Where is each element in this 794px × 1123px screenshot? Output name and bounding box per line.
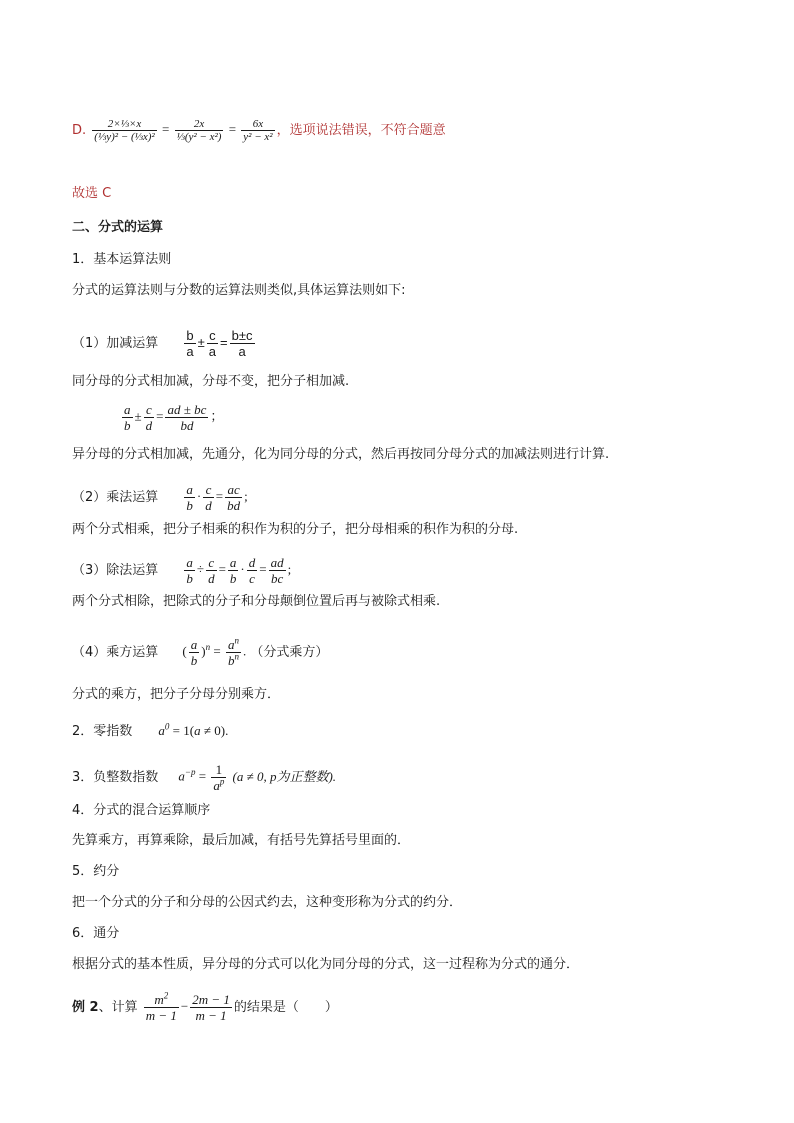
add-diff-formula: $\frac{a}{b}$ ± $\frac{c}{d}$ = $\frac{ad \pm bc}{bd}$ ； — [124, 402, 224, 433]
reduce-desc: 把一个分式的分子和分母的公因式约去，这种变形称为分式的约分． — [72, 895, 463, 910]
example-prefix: 、计算 — [98, 1000, 138, 1015]
pow-rule — [72, 637, 328, 668]
zero-title: 2．零指数 — [72, 724, 133, 739]
pow-label: （4）乘方运算 — [72, 645, 159, 660]
example-suffix: 的结果是（ ） — [233, 1000, 338, 1015]
pow-formula: ( $\frac{a}{b}$ )$^n$ = $\frac{a^n}{b^n}$ . — [182, 635, 247, 668]
mul-desc: 两个分式相乘，把分子相乘的积作为积的分子，把分母相乘的积作为积的分母. — [72, 522, 519, 537]
option-d-label: D. — [72, 123, 87, 138]
example-2 — [72, 992, 338, 1023]
order-title: 4．分式的混合运算顺序 — [72, 803, 211, 818]
mul-rule — [72, 482, 248, 513]
option-d-formula: $\frac{\text{2×⅓×x}}{\text{(⅓y)² − (⅓x)²}}$ = $\frac{2x}{\text{⅓(y² − x²)}}$ = $\frac{6x}{\text{y² − x²}}$ — [94, 118, 273, 143]
answer-text: 故选 C — [72, 186, 112, 201]
mul-formula: $\frac{a}{b}$ · $\frac{c}{d}$ = $\frac{ac}{bd}$ ; — [186, 482, 248, 513]
div-desc: 两个分式相除，把除式的分子和分母颠倒位置后再与被除式相乘. — [72, 594, 441, 609]
eq1-numerator: 2×⅓×x — [92, 118, 156, 131]
eq2-numerator: 2x — [175, 118, 224, 131]
zero-formula: $a^0 = 1(a \ne 0)$. — [158, 721, 229, 738]
section-title: 二、分式的运算 — [72, 220, 164, 235]
add-rule — [72, 328, 257, 359]
neg-condition: (a ≠ 0, p为正整数). — [232, 769, 337, 784]
add-formula: $\frac{b}{a}$ ± $\frac{c}{a}$ = $\frac{b\pm c}{a}$ — [186, 328, 253, 359]
mul-label: （2）乘法运算 — [72, 490, 159, 505]
add-label: （1）加减运算 — [72, 336, 159, 351]
eq3-numerator: 6x — [241, 118, 274, 131]
common-title: 6．通分 — [72, 926, 120, 941]
pow-desc: 分式的乘方，把分子分母分别乘方． — [72, 687, 281, 702]
example-label: 例 2 — [72, 1000, 99, 1015]
zero-exponent — [72, 721, 228, 742]
neg-formula: $a^{-p}$ = $\frac{1}{a^p}$ — [178, 762, 225, 793]
div-rule — [72, 555, 291, 586]
pow-note: （分式乘方） — [250, 645, 329, 660]
div-label: （3）除法运算 — [72, 563, 159, 578]
reduce-title: 5．约分 — [72, 864, 120, 879]
example-formula: $\frac{m^2}{m - 1}$ − $\frac{2m - 1}{m - 1}$ — [145, 990, 230, 1023]
neg-title: 3．负整数指数 — [72, 770, 159, 785]
option-d — [72, 118, 446, 143]
rules-intro: 分式的运算法则与分数的运算法则类似,具体运算法则如下: — [72, 283, 406, 298]
div-formula: $\frac{a}{b}$ ÷ $\frac{c}{d}$ = $\frac{a}{b}$ · $\frac{d}{c}$ = $\frac{ad}{bc}$ ; — [186, 555, 292, 586]
rules-title: 1．基本运算法则 — [72, 252, 172, 267]
eq3-denominator: y² − x² — [243, 131, 273, 143]
eq1-denominator: (⅓y)² − (⅓x)² — [94, 131, 155, 143]
common-desc: 根据分式的基本性质，异分母的分式可以化为同分母的分式，这一过程称为分式的通分． — [72, 957, 580, 972]
negative-exponent — [72, 762, 336, 793]
order-desc: 先算乘方，再算乘除，最后加减，有括号先算括号里面的． — [72, 833, 411, 848]
option-d-comment: ，选项说法错误，不符合题意 — [276, 123, 446, 138]
add-diff-desc: 异分母的分式相加减，先通分，化为同分母的分式，然后再按同分母分式的加减法则进行计算. — [72, 447, 610, 462]
add-same-desc: 同分母的分式相加减，分母不变，把分子相加减. — [72, 374, 350, 389]
eq2-denominator: ⅓(y² − x²) — [176, 131, 222, 143]
